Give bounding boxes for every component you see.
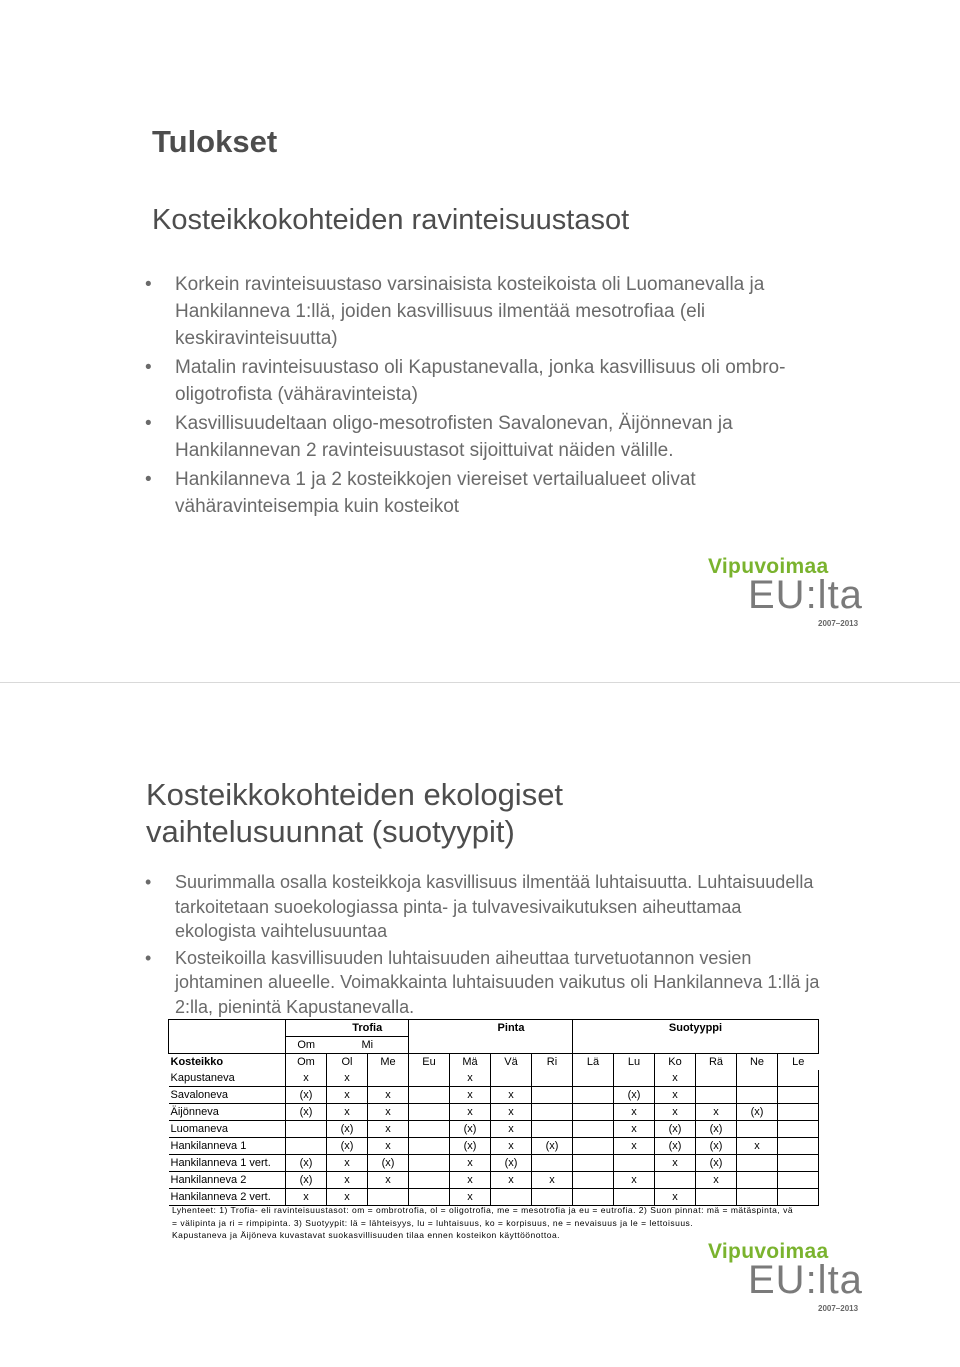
logo-eu: EU:lta: [748, 1258, 863, 1302]
table-cell: [778, 1155, 819, 1172]
table-cell: [778, 1189, 819, 1206]
row-label: Hankilanneva 1: [169, 1138, 286, 1155]
table-footnote: [172, 1204, 797, 1242]
table-cell: [491, 1189, 532, 1206]
logo-word: Vipuvoimaa: [708, 1240, 829, 1263]
bullet-list: [145, 870, 825, 1021]
table-cell: [737, 1172, 778, 1189]
table-cell: [696, 1070, 737, 1087]
table-cell: (x): [696, 1121, 737, 1138]
row-label: Äijönneva: [169, 1104, 286, 1121]
table-cell: [409, 1155, 450, 1172]
table-cell: (x): [368, 1155, 409, 1172]
table-cell: x: [450, 1189, 491, 1206]
bullet-item: • Kasvillisuudeltaan oligo-mesotrofisten Savalonevan, Äijönnevan ja Hankilannevan 2 ravinteisuustasot sijoittuivat näiden välille.: [145, 410, 825, 464]
table-cell: [409, 1070, 450, 1087]
table-cell: [573, 1104, 614, 1121]
table-cell: [573, 1172, 614, 1189]
bullet-icon: •: [145, 947, 152, 968]
table-row: [169, 1104, 819, 1121]
table-cell: [286, 1138, 327, 1155]
bullet-icon: •: [145, 413, 152, 434]
column-header: Ol: [327, 1054, 368, 1071]
table-cell: x: [368, 1138, 409, 1155]
table-cell: [737, 1087, 778, 1104]
logo-years: 2007–2013: [818, 1304, 859, 1313]
table-cell: [696, 1087, 737, 1104]
table-row: [169, 1138, 819, 1155]
column-header: Om: [286, 1054, 327, 1071]
table-cell: [532, 1070, 573, 1087]
bullet-list: [145, 271, 825, 522]
table-row: [169, 1189, 819, 1206]
column-header: Mä: [450, 1054, 491, 1071]
column-header: Lä: [573, 1054, 614, 1071]
table-cell: [409, 1121, 450, 1138]
table-cell: [573, 1138, 614, 1155]
header-kosteikko: Kosteikko: [169, 1054, 286, 1071]
table-cell: x: [491, 1121, 532, 1138]
table-row: [169, 1155, 819, 1172]
column-header: Ko: [655, 1054, 696, 1071]
table-cell: x: [491, 1087, 532, 1104]
column-header: Eu: [409, 1054, 450, 1071]
table-cell: (x): [450, 1138, 491, 1155]
table-cell: [491, 1070, 532, 1087]
table-cell: (x): [327, 1121, 368, 1138]
table-row: [169, 1172, 819, 1189]
table-cell: [778, 1121, 819, 1138]
table-cell: [737, 1155, 778, 1172]
bullet-item: • Matalin ravinteisuustaso oli Kapustanevalla, jonka kasvillisuus oli ombro-oligotrofista (vähäravinteista): [145, 354, 825, 408]
table-cell: x: [450, 1087, 491, 1104]
slide-title: Kosteikkokohteiden ekologiset vaihtelusuunnat (suotyypit): [146, 777, 564, 849]
table-cell: [532, 1155, 573, 1172]
table-cell: x: [655, 1087, 696, 1104]
table-cell: x: [737, 1138, 778, 1155]
table-row: [169, 1121, 819, 1138]
table-cell: x: [532, 1172, 573, 1189]
table-cell: (x): [614, 1087, 655, 1104]
header-mi: Mi: [327, 1037, 409, 1054]
table-cell: x: [368, 1121, 409, 1138]
table-cell: (x): [286, 1087, 327, 1104]
table-body: [169, 1070, 819, 1206]
table-cell: x: [368, 1087, 409, 1104]
bullet-icon: •: [145, 469, 152, 490]
wetland-table: [168, 1019, 819, 1206]
table-cell: [778, 1172, 819, 1189]
table-cell: (x): [532, 1138, 573, 1155]
table-cell: x: [327, 1070, 368, 1087]
table-cell: (x): [491, 1155, 532, 1172]
table-cell: [614, 1070, 655, 1087]
bullet-item: • Hankilanneva 1 ja 2 kosteikkojen viereiset vertailualueet olivat vähäravinteisempia kuin kosteikot: [145, 466, 825, 520]
row-label: Hankilanneva 2: [169, 1172, 286, 1189]
table-cell: x: [450, 1104, 491, 1121]
table-row: [169, 1070, 819, 1087]
table-cell: [532, 1104, 573, 1121]
table-cell: [573, 1121, 614, 1138]
table-cell: (x): [655, 1138, 696, 1155]
bullet-icon: •: [145, 357, 152, 378]
logo-word: Vipuvoimaa: [708, 555, 829, 578]
table-cell: x: [655, 1189, 696, 1206]
table-cell: [409, 1189, 450, 1206]
row-label: Kapustaneva: [169, 1070, 286, 1087]
column-header: Le: [778, 1054, 819, 1071]
footnote-abbreviations: Lyhenteet: 1) Trofia- eli ravinteisuustasot: om = ombrotrofia, ol = oligotrofia, me = mesotrofia ja eu = eutrofia. 2) Suon pinnat: mä = mätäspinta, vä = välipinta ja ri = rimpipinta. 3) Suotyypit: lä = lähteisyys, lu = luhtaisuus, ko = korpisuus, ne = nevaisuus ja le = lettoisuus.: [172, 1205, 794, 1228]
table-cell: x: [450, 1172, 491, 1189]
table-cell: x: [327, 1172, 368, 1189]
table-cell: x: [327, 1104, 368, 1121]
table-cell: [532, 1121, 573, 1138]
table-cell: [573, 1087, 614, 1104]
vipuvoimaa-logo: [708, 1240, 868, 1318]
table-cell: [573, 1189, 614, 1206]
table-cell: x: [327, 1155, 368, 1172]
row-label: Luomaneva: [169, 1121, 286, 1138]
table-cell: x: [614, 1172, 655, 1189]
table-cell: [778, 1070, 819, 1087]
row-label: Savaloneva: [169, 1087, 286, 1104]
table-cell: [737, 1189, 778, 1206]
table-cell: [778, 1104, 819, 1121]
table-cell: [614, 1155, 655, 1172]
table-cell: (x): [450, 1121, 491, 1138]
header-trofia: Trofia: [327, 1020, 409, 1037]
table-cell: [409, 1138, 450, 1155]
bullet-item: • Korkein ravinteisuustaso varsinaisista kosteikoista oli Luomanevalla ja Hankilanneva 1:llä, joiden kasvillisuus ilmentää mesotrofiaa (eli keskiravinteisuutta): [145, 271, 825, 352]
table-cell: [696, 1189, 737, 1206]
table-cell: (x): [696, 1155, 737, 1172]
table-cell: [532, 1189, 573, 1206]
header-suotyyppi: Suotyyppi: [655, 1020, 737, 1037]
table-cell: [737, 1070, 778, 1087]
table-cell: [368, 1070, 409, 1087]
table-cell: x: [491, 1172, 532, 1189]
table-cell: [655, 1172, 696, 1189]
table-cell: x: [286, 1189, 327, 1206]
table-cell: [573, 1070, 614, 1087]
column-header: Ri: [532, 1054, 573, 1071]
table-cell: [409, 1087, 450, 1104]
table-cell: [778, 1138, 819, 1155]
table-cell: x: [368, 1104, 409, 1121]
table-cell: (x): [286, 1155, 327, 1172]
table-cell: x: [491, 1138, 532, 1155]
table-cell: (x): [327, 1138, 368, 1155]
table-cell: (x): [286, 1172, 327, 1189]
table-cell: x: [327, 1087, 368, 1104]
table-cell: [286, 1121, 327, 1138]
column-header: Vä: [491, 1054, 532, 1071]
logo-years: 2007–2013: [818, 619, 859, 628]
row-label: Hankilanneva 2 vert.: [169, 1189, 286, 1206]
table-cell: x: [368, 1172, 409, 1189]
table-cell: x: [696, 1104, 737, 1121]
column-header: Me: [368, 1054, 409, 1071]
table-cell: x: [655, 1070, 696, 1087]
table-cell: x: [491, 1104, 532, 1121]
bullet-item: • Kosteikoilla kasvillisuuden luhtaisuuden aiheuttaa turvetuotannon vesien johtaminen alueelle. Voimakkainta luhtaisuuden vaikutus oli Hankilanneva 1:llä ja 2:lla, pienintä Kapustanevalla.: [145, 947, 820, 1017]
table-cell: x: [286, 1070, 327, 1087]
table-cell: [409, 1104, 450, 1121]
table-cell: [532, 1087, 573, 1104]
column-header: Rä: [696, 1054, 737, 1071]
table-cell: x: [450, 1155, 491, 1172]
vipuvoimaa-logo: [708, 555, 868, 633]
slide-title: Tulokset: [152, 124, 278, 159]
table-cell: x: [614, 1104, 655, 1121]
row-label: Hankilanneva 1 vert.: [169, 1155, 286, 1172]
table-cell: [409, 1172, 450, 1189]
header-om: Om: [286, 1037, 327, 1054]
column-header: Ne: [737, 1054, 778, 1071]
table-cell: [778, 1087, 819, 1104]
footnote-note: Kapustaneva ja Äijöneva kuvastavat suokasvillisuuden tilaa ennen kosteikon käyttöönottoa.: [172, 1230, 561, 1240]
table-cell: [737, 1121, 778, 1138]
table-cell: (x): [696, 1138, 737, 1155]
column-header: Lu: [614, 1054, 655, 1071]
slide-subtitle: Kosteikkokohteiden ravinteisuustasot: [152, 204, 630, 236]
table-cell: x: [327, 1189, 368, 1206]
table-cell: [614, 1189, 655, 1206]
bullet-item: • Suurimmalla osalla kosteikkoja kasvillisuus ilmentää luhtaisuutta. Luhtaisuudella tarkoitetaan suoekologiassa pinta- ja tulvavesivaikutuksen aiheuttamaa ekologista vaihtelusuuntaa: [145, 872, 814, 941]
table-cell: x: [450, 1070, 491, 1087]
table-cell: (x): [737, 1104, 778, 1121]
table-cell: [573, 1155, 614, 1172]
header-pinta: Pinta: [491, 1020, 532, 1037]
table-cell: (x): [286, 1104, 327, 1121]
table-cell: x: [655, 1104, 696, 1121]
logo-eu: EU:lta: [748, 573, 863, 617]
table-cell: x: [696, 1172, 737, 1189]
table-cell: x: [655, 1155, 696, 1172]
table-cell: x: [614, 1138, 655, 1155]
table-row: [169, 1087, 819, 1104]
slide-results: [0, 0, 960, 683]
bullet-icon: •: [145, 872, 152, 892]
table-cell: (x): [655, 1121, 696, 1138]
table-cell: [368, 1189, 409, 1206]
table-cell: x: [614, 1121, 655, 1138]
bullet-icon: •: [145, 274, 152, 295]
